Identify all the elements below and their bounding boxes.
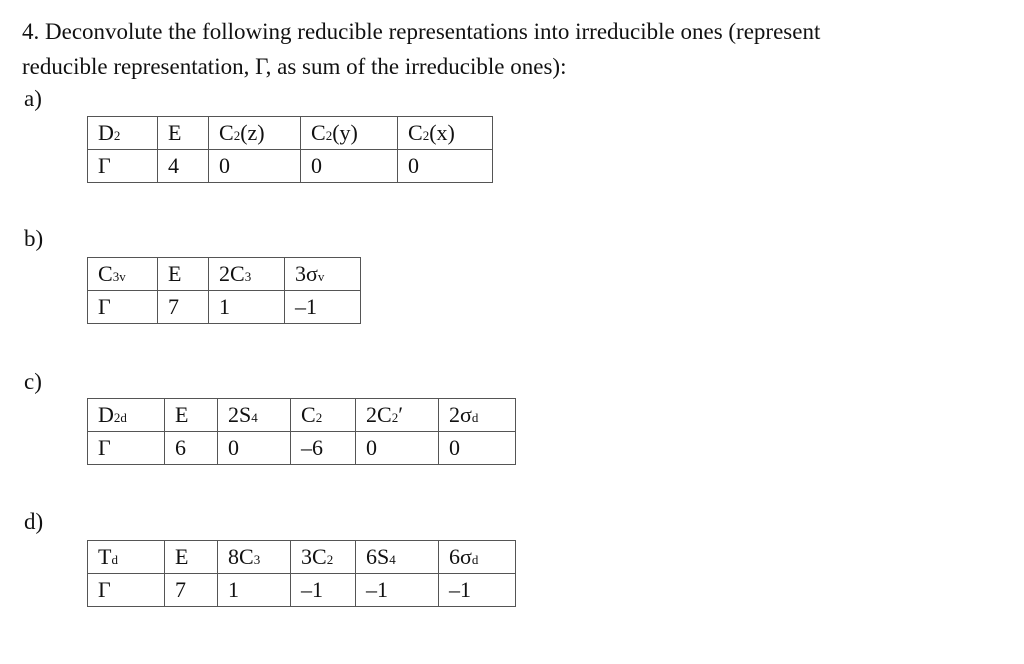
character-value-cell: 1	[209, 291, 285, 324]
gamma-label-cell: Γ	[88, 150, 158, 183]
symmetry-operation-cell	[301, 117, 398, 150]
character-value-cell: 0	[398, 150, 493, 183]
header-sub: 2	[315, 410, 323, 425]
header-sub: 2	[422, 128, 430, 143]
header-sub: 2	[391, 410, 399, 425]
symmetry-operation-cell	[291, 399, 356, 432]
header-main: E	[175, 402, 189, 427]
character-table	[87, 116, 493, 183]
character-value-cell: 0	[218, 432, 291, 465]
symmetry-operation-cell	[285, 258, 361, 291]
header-sub: 2	[326, 552, 334, 567]
table-header-row	[88, 541, 516, 574]
point-group-cell	[88, 541, 165, 574]
header-main: 2σ	[449, 402, 472, 427]
gamma-label-cell: Γ	[88, 291, 158, 324]
symmetry-operation-cell	[439, 541, 516, 574]
symmetry-operation-cell	[158, 258, 209, 291]
symmetry-operation-cell	[439, 399, 516, 432]
symmetry-operation-cell	[398, 117, 493, 150]
table-row	[88, 432, 516, 465]
header-main: C	[301, 402, 316, 427]
character-value-cell: –1	[285, 291, 361, 324]
character-value-cell: 6	[165, 432, 218, 465]
header-sub: 3	[244, 269, 252, 284]
header-sub: 2	[233, 128, 241, 143]
table-header-row	[88, 399, 516, 432]
header-main: C	[98, 261, 113, 286]
table-row	[88, 291, 361, 324]
header-main: 3C	[301, 544, 327, 569]
header-main: C	[219, 120, 234, 145]
header-tail: (z)	[240, 120, 265, 145]
header-sub: d	[111, 552, 118, 567]
header-tail: (x)	[429, 120, 455, 145]
symmetry-operation-cell	[165, 399, 218, 432]
header-sub: 2	[113, 128, 121, 143]
symmetry-operation-cell	[165, 541, 218, 574]
header-main: D	[98, 120, 114, 145]
header-main: E	[168, 261, 182, 286]
character-table	[87, 257, 361, 324]
point-group-cell	[88, 258, 158, 291]
header-main: 2S	[228, 402, 252, 427]
character-table	[87, 398, 516, 465]
character-value-cell: –1	[439, 574, 516, 607]
header-main: E	[168, 120, 182, 145]
gamma-label-cell: Γ	[88, 432, 165, 465]
header-main: 6S	[366, 544, 390, 569]
header-sub: 4	[251, 410, 258, 425]
character-value-cell: 7	[165, 574, 218, 607]
header-sub: 4	[389, 552, 396, 567]
question-line-2: reducible representation, Γ, as sum of the irreducible ones):	[22, 54, 567, 79]
header-main: 3σ	[295, 261, 318, 286]
table-header-row	[88, 117, 493, 150]
table-header-row	[88, 258, 361, 291]
gamma-label-cell: Γ	[88, 574, 165, 607]
header-main: D	[98, 402, 114, 427]
part-label: a)	[24, 86, 42, 111]
header-main: C	[408, 120, 423, 145]
part-label: d)	[24, 509, 44, 534]
symmetry-operation-cell	[356, 399, 439, 432]
point-group-cell	[88, 399, 165, 432]
header-main: T	[98, 544, 112, 569]
character-value-cell: –6	[291, 432, 356, 465]
header-sub: 3v	[112, 269, 126, 284]
header-sub: d	[471, 410, 479, 425]
header-tail: ′	[398, 402, 403, 427]
header-sub: 2	[325, 128, 333, 143]
header-sub: 2d	[113, 410, 127, 425]
header-main: 2C	[366, 402, 392, 427]
table-row	[88, 574, 516, 607]
character-value-cell: 1	[218, 574, 291, 607]
character-value-cell: 0	[209, 150, 301, 183]
symmetry-operation-cell	[218, 399, 291, 432]
character-value-cell: 0	[301, 150, 398, 183]
point-group-cell	[88, 117, 158, 150]
symmetry-operation-cell	[356, 541, 439, 574]
header-main: 6σ	[449, 544, 472, 569]
question-line-1: 4. Deconvolute the following reducible representations into irreducible ones (represent	[22, 19, 821, 44]
header-main: 8C	[228, 544, 254, 569]
header-main: C	[311, 120, 326, 145]
header-sub: d	[471, 552, 479, 567]
character-value-cell: 4	[158, 150, 209, 183]
symmetry-operation-cell	[209, 117, 301, 150]
header-main: 2C	[219, 261, 245, 286]
symmetry-operation-cell	[158, 117, 209, 150]
symmetry-operation-cell	[291, 541, 356, 574]
character-value-cell: 7	[158, 291, 209, 324]
character-table	[87, 540, 516, 607]
question-text	[22, 14, 1022, 84]
character-value-cell: 0	[356, 432, 439, 465]
symmetry-operation-cell	[209, 258, 285, 291]
part-label: c)	[24, 369, 42, 394]
header-main: E	[175, 544, 189, 569]
part-label: b)	[24, 226, 44, 251]
header-tail: (y)	[332, 120, 358, 145]
character-value-cell: 0	[439, 432, 516, 465]
character-value-cell: –1	[291, 574, 356, 607]
header-sub: v	[317, 269, 325, 284]
header-sub: 3	[253, 552, 261, 567]
table-row	[88, 150, 493, 183]
character-value-cell: –1	[356, 574, 439, 607]
symmetry-operation-cell	[218, 541, 291, 574]
